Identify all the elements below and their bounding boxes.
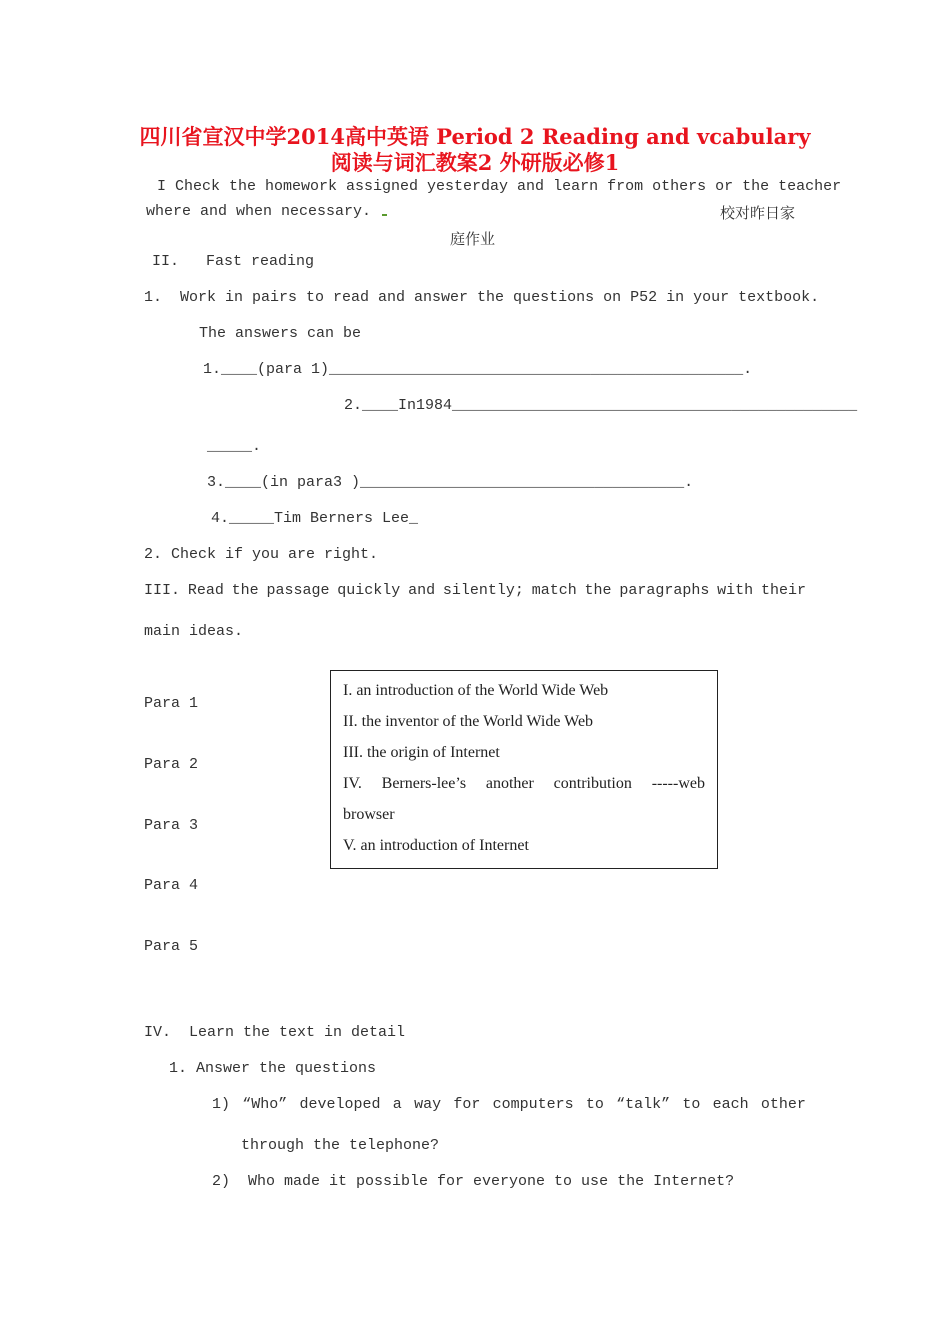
question-1-word: developed <box>299 1096 381 1113</box>
main-idea-4-part: Berners-lee’s <box>381 775 467 792</box>
answers-intro: The answers can be <box>199 325 362 342</box>
main-idea-4 <box>343 768 705 799</box>
main-idea-3: III. the origin of Internet <box>343 744 500 761</box>
para-label-5: Para 5 <box>144 938 199 955</box>
answer-2: 2.____In1984_____________________________________________ <box>344 397 858 414</box>
section-3-line-1-word: quickly <box>337 582 401 599</box>
question-1-word: “talk” <box>616 1096 671 1113</box>
section-3-line-1-word: the <box>584 582 612 599</box>
main-idea-4-part: contribution <box>553 775 632 792</box>
document-title-line-1: 四川省宣汉中学2014高中英语 Period 2 Reading and vcabulary <box>139 124 811 149</box>
section-3-line-2: main ideas. <box>144 623 244 640</box>
question-1-word: computers <box>492 1096 574 1113</box>
section-1-chinese-center: 庭作业 <box>450 230 496 248</box>
section-1-chinese-right: 校对昨日家 <box>720 204 796 222</box>
section-3-line-1-word: paragraphs <box>619 582 710 599</box>
para-label-1: Para 1 <box>144 695 199 712</box>
main-idea-4-part: -----web <box>651 775 705 792</box>
section-2-heading: II. Fast reading <box>152 253 315 270</box>
section-3-line-1-word: silently; <box>442 582 524 599</box>
main-idea-4-continuation: browser <box>343 806 395 823</box>
section-3-line-1 <box>144 582 806 599</box>
question-1-word: other <box>760 1096 806 1113</box>
question-1-line-1 <box>212 1096 806 1113</box>
main-idea-1: I. an introduction of the World Wide Web <box>343 682 609 699</box>
question-1-word: to <box>682 1096 701 1113</box>
main-ideas-box <box>330 670 718 869</box>
question-1-word: each <box>712 1096 749 1113</box>
section-3-line-1-word: III. <box>144 582 181 599</box>
para-label-2: Para 2 <box>144 756 199 773</box>
section-3-line-1-word: Read <box>187 582 224 599</box>
question-1-word: to <box>585 1096 604 1113</box>
answer-2-continuation: _____. <box>207 438 262 455</box>
section-4-sub-1: 1. Answer the questions <box>169 1060 377 1077</box>
main-idea-4-part: IV. <box>343 775 362 792</box>
section-1-line-2: where and when necessary. <box>146 203 372 220</box>
section-3-line-1-word: match <box>531 582 577 599</box>
para-label-4: Para 4 <box>144 877 199 894</box>
answer-3: 3.____(in para3 )____________________________________. <box>207 474 694 491</box>
main-idea-2: II. the inventor of the World Wide Web <box>343 713 594 730</box>
question-1-word: “Who” <box>242 1096 288 1113</box>
answer-1: 1.____(para 1)______________________________________________. <box>203 361 753 378</box>
green-mark <box>382 214 387 216</box>
question-1-line-2: through the telephone? <box>241 1137 440 1154</box>
section-2-item-2: 2. Check if you are right. <box>144 546 379 563</box>
section-4-heading: IV. Learn the text in detail <box>144 1024 406 1041</box>
answer-4: 4._____Tim Berners Lee_ <box>211 510 419 527</box>
question-1-word: for <box>453 1096 481 1113</box>
question-1-word: 1) <box>212 1096 231 1113</box>
question-2: 2) Who made it possible for everyone to use the Internet? <box>212 1173 735 1190</box>
question-1-word: a <box>392 1096 402 1113</box>
section-2-item-1: 1. Work in pairs to read and answer the questions on P52 in your textbook. <box>144 289 820 306</box>
section-3-line-1-word: with <box>717 582 754 599</box>
main-idea-4-part: another <box>485 775 534 792</box>
section-1-line-1: I Check the homework assigned yesterday and learn from others or the teacher <box>157 178 842 195</box>
section-3-line-1-word: and <box>408 582 436 599</box>
document-title-line-2: 阅读与词汇教案2 外研版必修1 <box>330 150 620 175</box>
main-idea-5: V. an introduction of Internet <box>343 837 529 854</box>
section-3-line-1-word: their <box>760 582 806 599</box>
para-label-3: Para 3 <box>144 817 199 834</box>
section-3-line-1-word: passage <box>266 582 330 599</box>
section-3-line-1-word: the <box>231 582 259 599</box>
question-1-word: way <box>414 1096 442 1113</box>
